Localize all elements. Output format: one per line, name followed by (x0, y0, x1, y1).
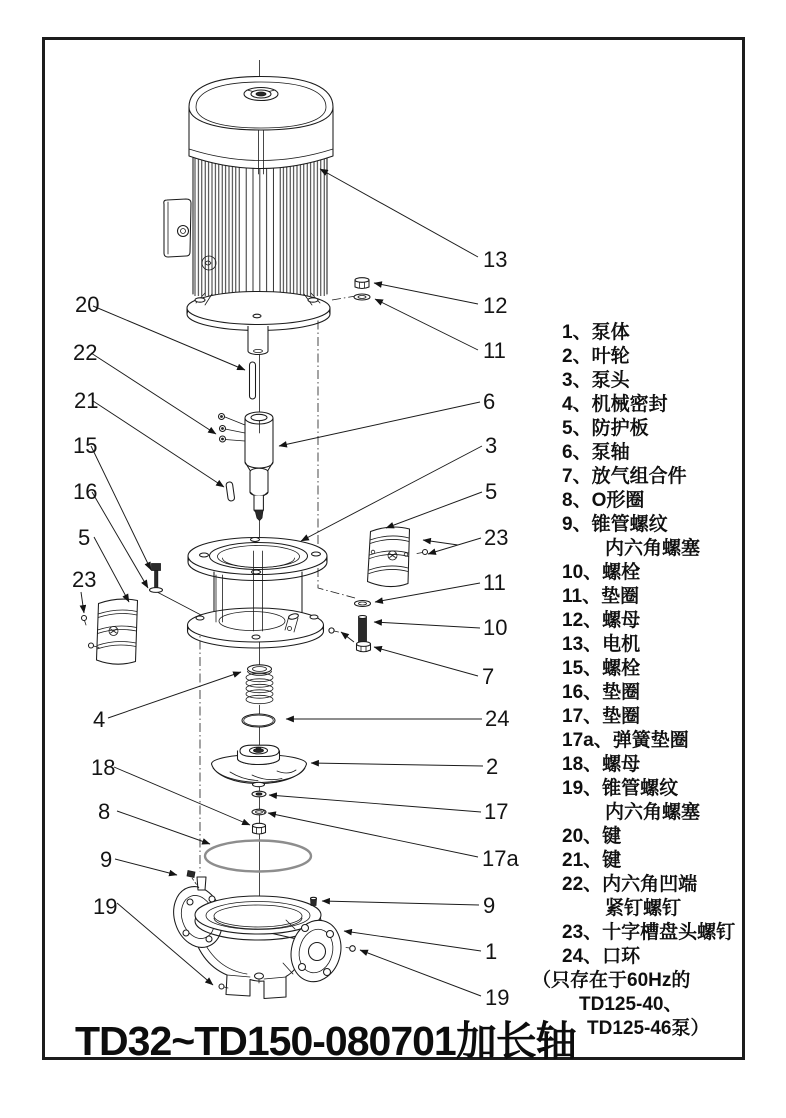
set-screws-22 (219, 414, 246, 443)
pump-head-3 (188, 538, 328, 649)
wear-ring-24 (242, 714, 275, 727)
legend-line: 23、十字槽盘头螺钉 (562, 922, 736, 943)
nut-18 (253, 823, 266, 834)
legend-note-line: TD125-46泵） (587, 1018, 710, 1039)
legend-line: 22、内六角凹端 (562, 874, 698, 895)
callout-23-left: 23 (72, 567, 97, 592)
key-21 (226, 482, 235, 502)
legend-line: 17、垫圈 (562, 706, 641, 727)
legend-line: 7、放气组合件 (562, 466, 687, 487)
callout-20: 20 (75, 292, 100, 317)
spring-washer-17a (252, 809, 266, 815)
guard-plate-5-right (368, 527, 410, 587)
legend-line: 6、泵轴 (562, 442, 630, 463)
callout-3: 3 (485, 433, 498, 458)
legend-line: 紧钉螺钉 (605, 898, 682, 919)
parts-legend (532, 321, 736, 1041)
washer-16 (150, 588, 202, 615)
callout-12: 12 (483, 293, 508, 318)
callout-17a: 17a (482, 846, 519, 871)
legend-line: 13、电机 (562, 634, 641, 655)
legend-line: 17a、弹簧垫圈 (562, 730, 689, 751)
mech-seal-4 (246, 665, 274, 705)
screws-23-left (82, 616, 100, 649)
guard-plate-5-left (97, 599, 138, 664)
impeller-2 (212, 745, 307, 787)
callout-8: 8 (98, 799, 111, 824)
legend-line: 内六角螺塞 (605, 802, 701, 823)
hex-nut-12 (355, 278, 369, 289)
legend-note-line: （只存在于60Hz的 (532, 970, 691, 991)
legend-line: 12、螺母 (562, 610, 641, 631)
callout-9-left: 9 (100, 847, 113, 872)
key-20 (250, 362, 256, 399)
callout-13: 13 (483, 247, 508, 272)
legend-line: 16、垫圈 (562, 682, 641, 703)
callout-5-right: 5 (485, 479, 498, 504)
callout-6: 6 (483, 389, 496, 414)
legend-line: 21、键 (562, 850, 622, 871)
legend-line: 4、机械密封 (562, 394, 668, 415)
legend-line: 内六角螺塞 (605, 538, 701, 559)
washer-11-top (354, 294, 370, 300)
callout-1: 1 (485, 939, 498, 964)
callout-24: 24 (485, 706, 510, 731)
legend-line: 8、O形圈 (562, 490, 645, 511)
callout-23-right: 23 (484, 525, 509, 550)
callout-9-right: 9 (483, 893, 496, 918)
washer-11-right (355, 601, 371, 607)
callout-22: 22 (73, 340, 98, 365)
legend-line: 18、螺母 (562, 754, 641, 775)
legend-line: 10、螺栓 (562, 562, 641, 583)
legend-line: 15、螺栓 (562, 658, 641, 679)
callout-19-left: 19 (93, 894, 118, 919)
callout-11-right: 11 (483, 570, 506, 595)
callout-17: 17 (484, 799, 509, 824)
callout-2: 2 (486, 754, 499, 779)
motor-13 (164, 77, 333, 355)
callout-19-right: 19 (485, 985, 510, 1010)
pump-shaft-6 (245, 412, 273, 521)
callout-7: 7 (482, 664, 495, 689)
plug-9-right (311, 897, 317, 905)
callout-11-top: 11 (483, 338, 506, 363)
screw-23-right (417, 550, 428, 555)
legend-line: 20、键 (562, 826, 622, 847)
legend-line: 11、垫圈 (562, 586, 640, 607)
callout-21: 21 (74, 388, 99, 413)
callout-18: 18 (91, 755, 116, 780)
plug-19-right (346, 946, 355, 952)
callout-16: 16 (73, 479, 98, 504)
o-ring-8 (205, 841, 311, 872)
callout-10: 10 (483, 615, 508, 640)
stud-10 (359, 616, 367, 644)
callout-15: 15 (73, 433, 98, 458)
washer-17 (252, 791, 266, 797)
legend-line: 1、泵体 (562, 322, 630, 343)
bolt-15 (152, 564, 161, 588)
callout-4: 4 (93, 707, 106, 732)
legend-note-line: TD125-40、 (579, 994, 683, 1015)
drawing-title: TD32~TD150-080701加长轴 (75, 1018, 576, 1064)
legend-line: 5、防护板 (562, 418, 649, 439)
callout-5-left: 5 (78, 525, 91, 550)
legend-line: 9、锥管螺纹 (562, 514, 668, 535)
legend-line: 3、泵头 (562, 370, 630, 391)
legend-line: 19、锥管螺纹 (562, 778, 679, 799)
pump-body-1 (166, 877, 347, 999)
legend-line: 24、口环 (562, 946, 641, 967)
legend-line: 2、叶轮 (562, 346, 630, 367)
